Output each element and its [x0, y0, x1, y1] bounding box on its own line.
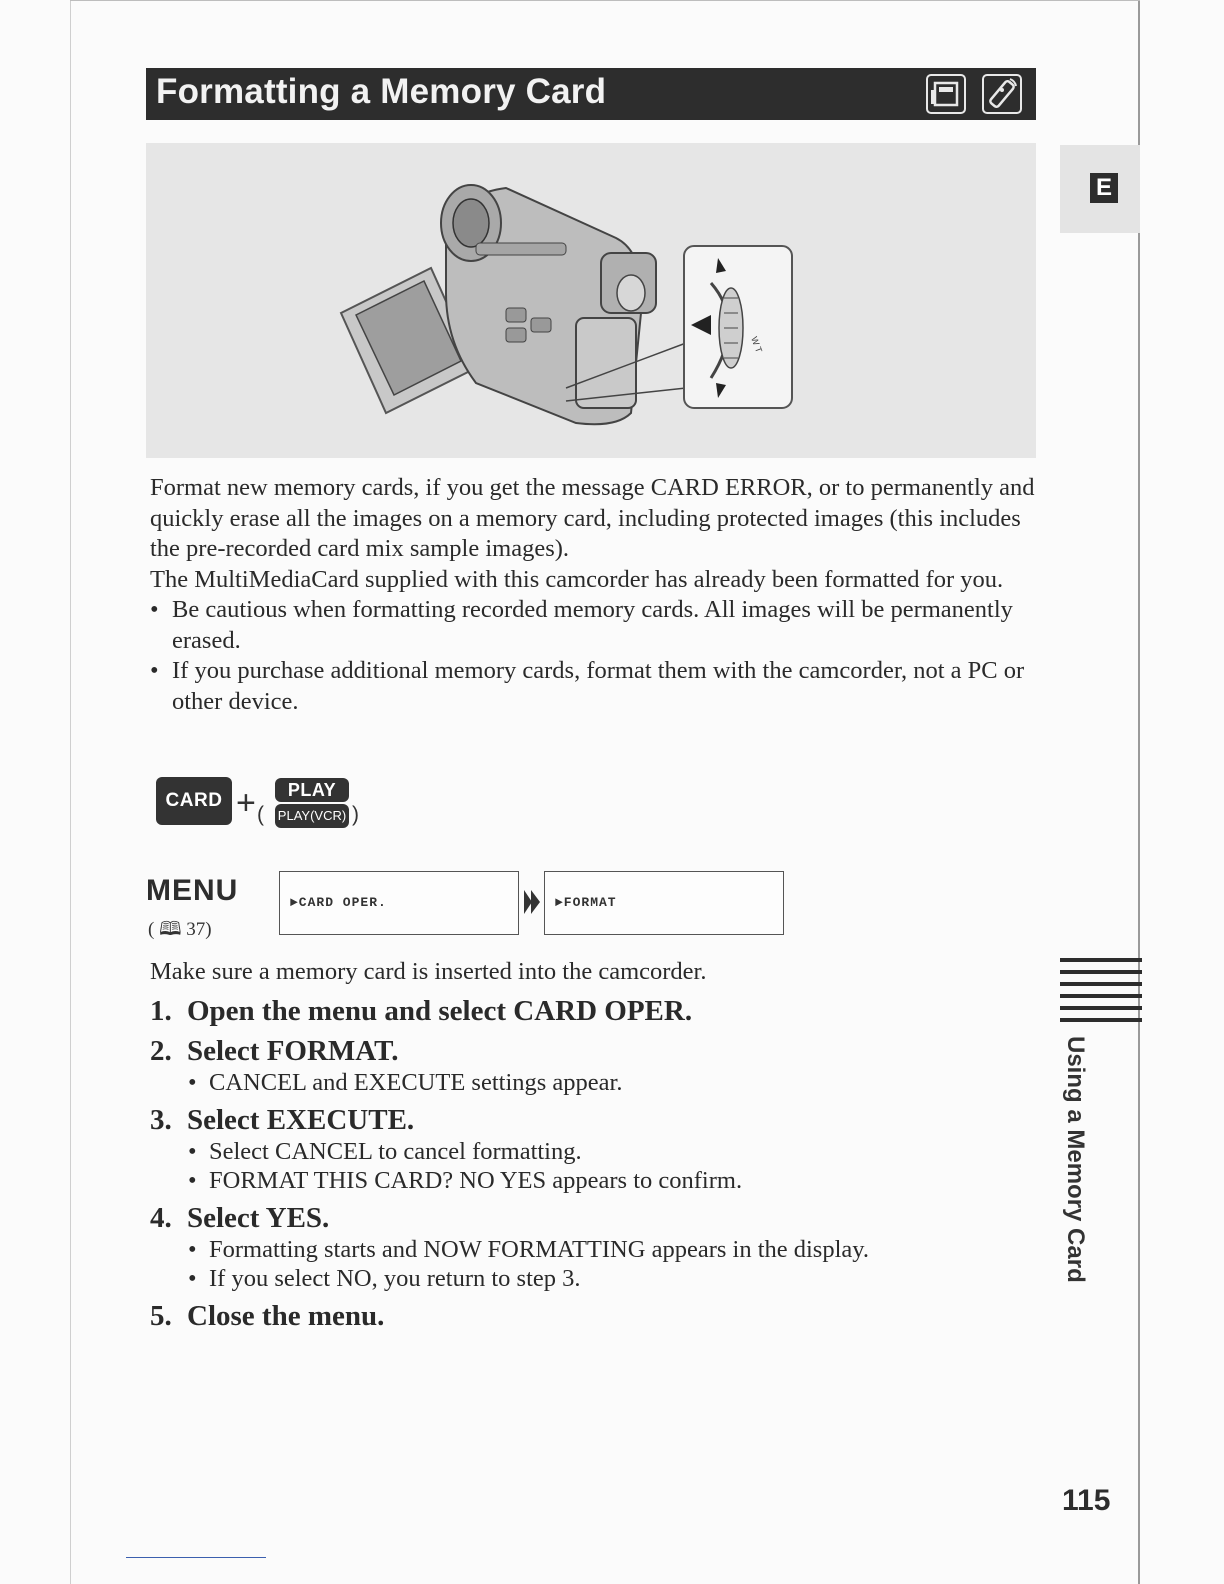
language-letter: E: [1090, 173, 1118, 203]
plus-sign: +: [236, 784, 256, 822]
step-number: 2.: [150, 1035, 172, 1067]
step-heading: [150, 1299, 1030, 1333]
playvcr-mode-icon: PLAY(VCR): [275, 804, 349, 828]
open-paren: (: [257, 803, 264, 826]
menu-label: MENU: [146, 874, 239, 907]
card-mode-icon: CARD: [156, 777, 232, 825]
intro-text: [150, 473, 1040, 717]
language-tab: [1060, 145, 1140, 233]
page-number: 115: [1062, 1484, 1111, 1517]
memory-card-icon: [926, 74, 966, 114]
menu-box-format: ►FORMAT: [544, 871, 784, 935]
step-heading: [150, 1103, 1030, 1137]
menu-page-ref: ( 🕮 37): [148, 919, 212, 940]
step-note: • Select CANCEL to cancel formatting.: [150, 1137, 1030, 1166]
svg-text:W T: W T: [749, 335, 765, 355]
lead-text: Make sure a memory card is inserted into the camcorder.: [150, 958, 707, 985]
intro-bullet: • If you purchase additional memory cards, format them with the camcorder, not a PC or other device.: [150, 656, 1040, 717]
step-number: 5.: [150, 1300, 172, 1332]
page-edge-left: [70, 0, 71, 1584]
page-title: Formatting a Memory Card: [156, 72, 607, 111]
step-heading: [150, 1034, 1030, 1068]
camcorder-illustration: [146, 143, 1036, 458]
section-side-label: Using a Memory Card: [1062, 1036, 1089, 1283]
page-edge-right: [1138, 0, 1140, 1584]
step-title: Open the menu and select CARD OPER.: [187, 995, 693, 1027]
intro-paragraph: The MultiMediaCard supplied with this camcorder has already been formatted for you.: [150, 565, 1004, 593]
step-note: • Formatting starts and NOW FORMATTING appears in the display.: [150, 1235, 1030, 1264]
top-rule: [70, 0, 1140, 1]
steps-list: [150, 956, 1030, 1333]
step-note: • CANCEL and EXECUTE settings appear.: [150, 1068, 1030, 1097]
step-note: • FORMAT THIS CARD? NO YES appears to confirm.: [150, 1166, 1030, 1195]
step-heading: [150, 1201, 1030, 1235]
step-title: Close the menu.: [187, 1300, 385, 1332]
step-note: • If you select NO, you return to step 3.: [150, 1264, 1030, 1293]
title-bar: [146, 68, 1036, 120]
step-number: 1.: [150, 995, 172, 1027]
step-title: Select YES.: [187, 1202, 330, 1234]
close-paren: ): [352, 803, 359, 826]
footer-rule: [126, 1557, 266, 1558]
play-mode-icon: PLAY: [275, 778, 349, 802]
menu-box-card-oper: ►CARD OPER.: [279, 871, 519, 935]
step-heading: [150, 994, 1030, 1028]
step-number: 4.: [150, 1202, 172, 1234]
intro-paragraph: Format new memory cards, if you get the message CARD ERROR, or to permanently and quickly erase all the images on a memory card, including protected images (this includes the pre-recorded card mix sample images).: [150, 474, 1035, 562]
step-title: Select EXECUTE.: [187, 1104, 415, 1136]
remote-control-icon: [982, 74, 1022, 114]
double-arrow-icon: [522, 887, 542, 922]
section-marker-lines: [1060, 958, 1142, 1030]
step-title: Select FORMAT.: [187, 1035, 399, 1067]
intro-bullet: • Be cautious when formatting recorded memory cards. All images will be permanently erased.: [150, 595, 1040, 656]
step-number: 3.: [150, 1104, 172, 1136]
